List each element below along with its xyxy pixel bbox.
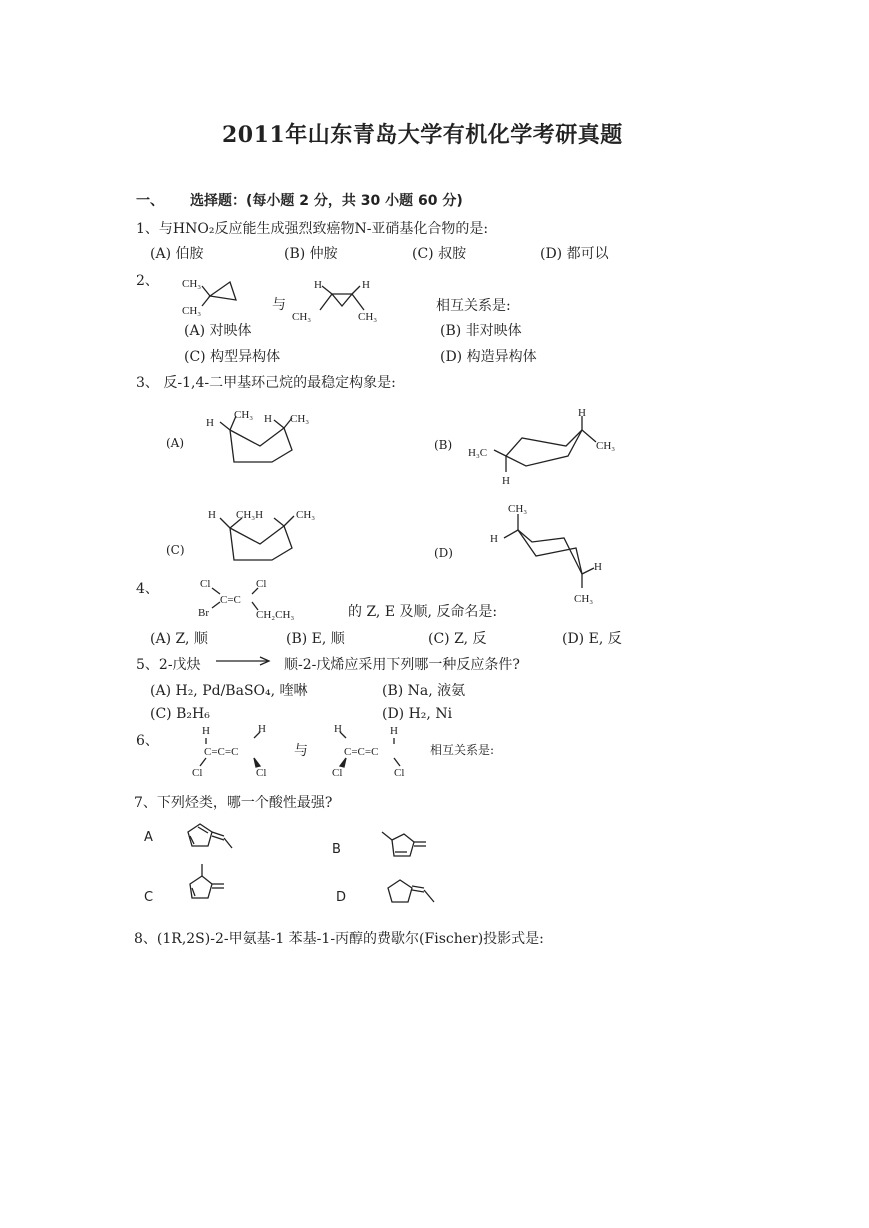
question-7-text: 7、下列烃类，哪一个酸性最强? — [134, 795, 333, 811]
q6a-label-cl-right: Cl — [256, 767, 267, 779]
q2-option-c: (C) 构型异构体 — [184, 349, 281, 365]
q2-connector: 与 — [272, 297, 286, 313]
q6b-label-cl-right: Cl — [394, 767, 405, 779]
q1-option-b: (B) 仲胺 — [284, 246, 338, 262]
q3a-label-ch3-left: CH₃ — [234, 409, 254, 421]
q3-letter-c: (C) — [166, 543, 185, 557]
q2-option-a: (A) 对映体 — [184, 323, 252, 339]
q6b-label-h-left: H — [334, 723, 342, 735]
q3-letter-d: (D) — [434, 546, 453, 560]
q7-structure-a — [182, 820, 242, 856]
q6-connector: 与 — [294, 743, 308, 759]
q6a-label-chain: C=C=C — [204, 746, 239, 758]
question-8-text: 8、(1R,2S)-2-甲氨基-1 苯基-1-丙醇的费歇尔(Fischer)投影式是: — [134, 931, 544, 947]
q7-structure-b — [380, 826, 436, 862]
section-number: 一、 — [136, 193, 164, 209]
q3-conformation-c — [200, 504, 320, 576]
q6b-label-cl-left: Cl — [332, 767, 343, 779]
question-1-text: 1、与HNO₂反应能生成强烈致癌物N-亚硝基化合物的是: — [136, 221, 489, 237]
q3a-label-h-left: H — [206, 417, 214, 429]
q4-option-c: (C) Z, 反 — [428, 631, 487, 647]
q3d-label-ch3-bottom: CH₃ — [574, 593, 594, 605]
q7-structure-c — [180, 862, 236, 908]
q2-label-h-right: H — [362, 279, 370, 291]
q5-text: 顺-2-戊烯应采用下列哪一种反应条件? — [284, 657, 520, 673]
q3-conformation-a — [200, 406, 320, 476]
q3-conformation-b — [466, 404, 636, 490]
q3c-label-ch3h: CH₃H — [236, 509, 264, 521]
q2-label-ch3-right: CH₃ — [358, 311, 378, 323]
question-2-number: 2、 — [136, 273, 159, 289]
q3c-label-h-left: H — [208, 509, 216, 521]
q6-allene-structure-1 — [160, 722, 280, 778]
q6b-label-h-right: H — [390, 725, 398, 737]
q3b-label-ch3: CH₃ — [596, 440, 616, 452]
q2-dimethylcyclopropane-structure — [180, 276, 260, 320]
q4-option-a: (A) Z, 顺 — [150, 631, 208, 647]
q2-option-b: (B) 非对映体 — [440, 323, 522, 339]
question-4-number: 4、 — [136, 581, 159, 597]
q3d-label-ch3-top: CH₃ — [508, 503, 528, 515]
section-label: 选择题：(每小题 2 分，共 30 小题 60 分) — [190, 193, 463, 209]
q5-reaction-arrow — [214, 654, 274, 668]
q1-option-c: (C) 叔胺 — [412, 246, 467, 262]
q6-allene-structure-2 — [300, 722, 420, 778]
q4-label-br: Br — [198, 607, 209, 619]
q7-letter-b: B — [332, 842, 341, 857]
q4-label-cl-right: Cl — [256, 578, 267, 590]
q4-option-b: (B) E, 顺 — [286, 631, 345, 647]
q2-label-ch3-top: CH₃ — [182, 278, 202, 290]
q7-letter-a: A — [144, 830, 153, 845]
q6b-label-chain: C=C=C — [344, 746, 379, 758]
q1-option-a: (A) 伯胺 — [150, 246, 204, 262]
q3b-label-h3c: H₃C — [468, 447, 488, 459]
q4-text: 的 Z, E 及顺, 反命名是: — [348, 604, 498, 620]
page-title: 2011年山东青岛大学有机化学考研真题 — [222, 122, 623, 148]
q6a-label-h-right: H — [258, 723, 266, 735]
q5-option-c: (C) B₂H₆ — [150, 706, 210, 722]
q5-option-b: (B) Na, 液氨 — [382, 683, 466, 699]
q2-cis-dimethylcyclopropane-structure — [292, 278, 392, 324]
q4-alkene-structure — [190, 574, 310, 626]
q2-relation: 相互关系是: — [436, 298, 511, 314]
q7-letter-c: C — [144, 890, 154, 905]
q3b-label-h-top: H — [578, 407, 586, 419]
q4-label-ch2ch3: CH₂CH₃ — [256, 609, 295, 621]
q3d-label-h-right: H — [594, 561, 602, 573]
q3c-label-ch3-right: CH₃ — [296, 509, 316, 521]
q6a-label-h-left: H — [202, 725, 210, 737]
q6-relation: 相互关系是: — [430, 743, 495, 757]
q3a-label-h-right: H — [264, 413, 272, 425]
q6a-label-cl-left: Cl — [192, 767, 203, 779]
q2-option-d: (D) 构造异构体 — [440, 349, 537, 365]
q4-option-d: (D) E, 反 — [562, 631, 622, 647]
q3d-label-h-left: H — [490, 533, 498, 545]
q2-label-ch3-bottom: CH₃ — [182, 305, 202, 317]
q3-letter-a: (A) — [166, 436, 185, 450]
q2-label-h-left: H — [314, 279, 322, 291]
q1-option-d: (D) 都可以 — [540, 246, 609, 262]
q3-conformation-d — [486, 500, 616, 608]
q5-option-a: (A) H₂, Pd/BaSO₄, 喹啉 — [150, 683, 308, 699]
q4-label-c-eq-c: C=C — [220, 594, 241, 606]
q2-label-ch3-left: CH₃ — [292, 311, 312, 323]
q3-letter-b: (B) — [434, 438, 453, 452]
q3a-label-ch3-right: CH₃ — [290, 413, 310, 425]
q7-structure-d — [382, 874, 446, 910]
q7-letter-d: D — [336, 890, 347, 905]
q5-option-d: (D) H₂, Ni — [382, 706, 453, 722]
question-5-prefix: 5、2-戊炔 — [136, 657, 201, 673]
q4-label-cl-left: Cl — [200, 578, 211, 590]
question-6-number: 6、 — [136, 733, 159, 749]
q3b-label-h-bottom: H — [502, 475, 510, 487]
question-3-text: 3、 反-1,4-二甲基环己烷的最稳定构象是: — [136, 375, 396, 391]
